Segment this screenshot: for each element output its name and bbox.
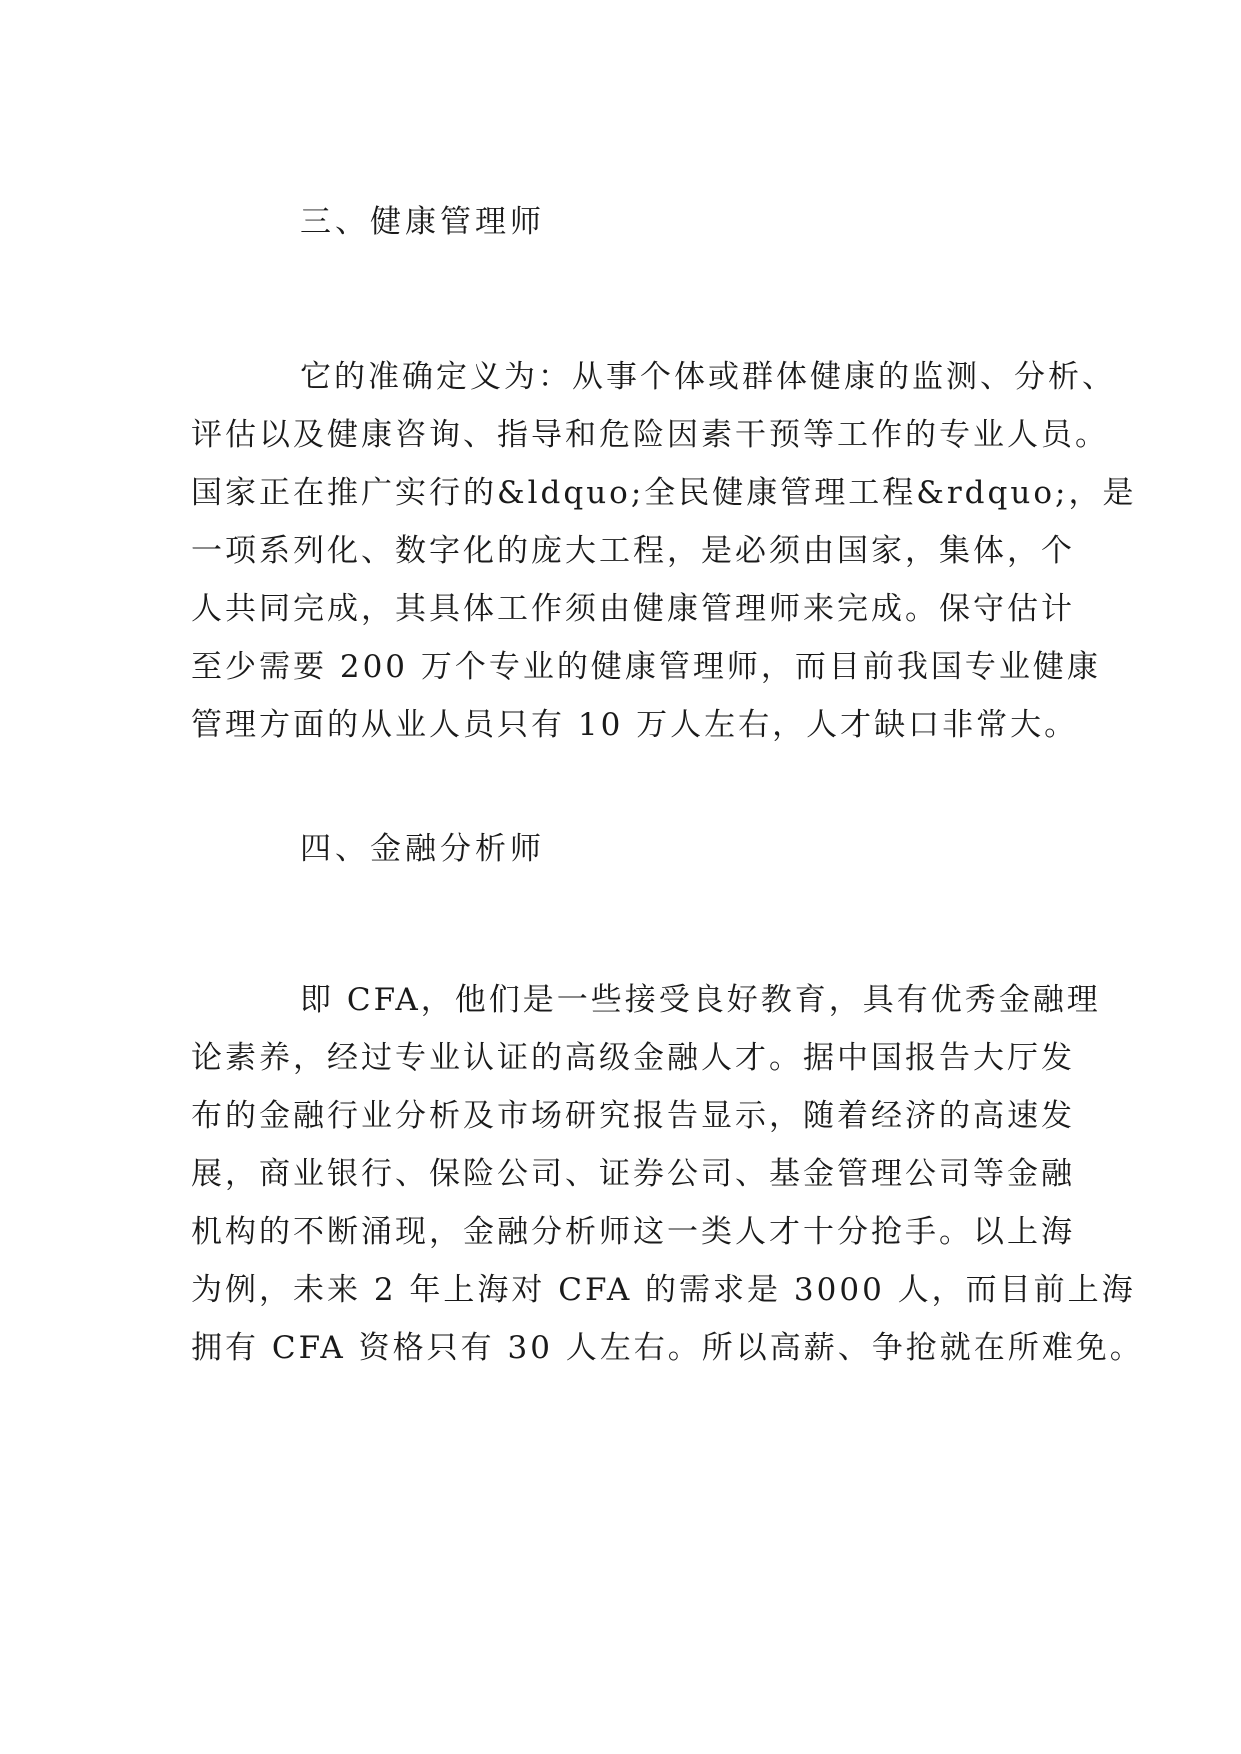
paragraph-line: 一项系列化、数字化的庞大工程，是必须由国家，集体，个 — [191, 533, 1075, 569]
paragraph-financial-analyst — [191, 971, 1144, 1377]
paragraph-line: 布的金融行业分析及市场研究报告显示，随着经济的高速发 — [191, 1098, 1075, 1134]
paragraph-line: 为例，未来 2 年上海对 CFA 的需求是 3000 人，而目前上海 — [191, 1272, 1136, 1308]
paragraph-line: 管理方面的从业人员只有 10 万人左右，人才缺口非常大。 — [191, 707, 1079, 743]
paragraph-line: 论素养，经过专业认证的高级金融人才。据中国报告大厅发 — [191, 1040, 1075, 1076]
paragraph-line: 至少需要 200 万个专业的健康管理师，而目前我国专业健康 — [191, 649, 1101, 685]
paragraph-line: 拥有 CFA 资格只有 30 人左右。所以高薪、争抢就在所难免。 — [191, 1330, 1144, 1366]
paragraph-line: 即 CFA，他们是一些接受良好教育，具有优秀金融理 — [300, 982, 1101, 1018]
paragraph-line: 展，商业银行、保险公司、证券公司、基金管理公司等金融 — [191, 1156, 1075, 1192]
paragraph-health-manager — [191, 348, 1137, 754]
section-heading-health-manager: 三、健康管理师 — [300, 204, 545, 240]
section-heading-financial-analyst: 四、金融分析师 — [300, 831, 545, 867]
paragraph-line: 人共同完成，其具体工作须由健康管理师来完成。保守估计 — [191, 591, 1075, 627]
paragraph-line: 国家正在推广实行的&ldquo;全民健康管理工程&rdquo;，是 — [191, 475, 1137, 511]
paragraph-line: 机构的不断涌现，金融分析师这一类人才十分抢手。以上海 — [191, 1214, 1075, 1250]
paragraph-line: 评估以及健康咨询、指导和危险因素干预等工作的专业人员。 — [191, 417, 1109, 453]
paragraph-line: 它的准确定义为：从事个体或群体健康的监测、分析、 — [300, 359, 1116, 395]
